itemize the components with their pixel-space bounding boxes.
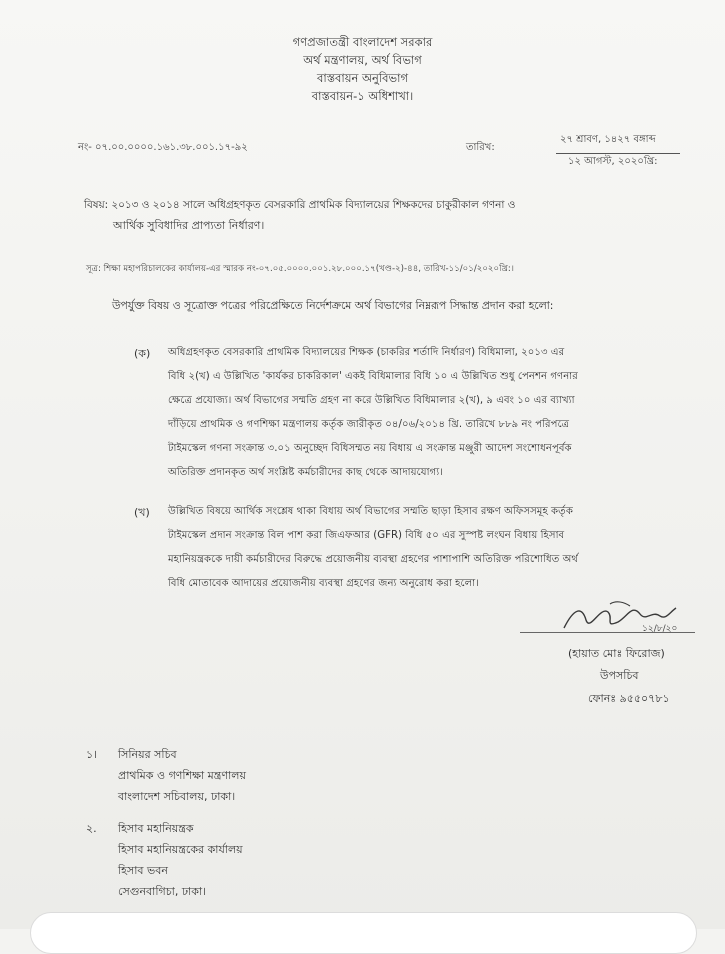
branch-header-line: বাস্তবায়ন-১ অধিশাখা। (311, 89, 414, 103)
signatory-designation: উপসচিব (600, 669, 639, 682)
subject-line-1: বিষয়: ২০১৩ ও ২০১৪ সালে অধিগ্রহণকৃত বেসরকারি প্রাথমিক বিদ্যালয়ের শিক্ষকদের চাকুরীকাল গণনা ও (84, 199, 516, 211)
para-kha-line: টাইমস্কেল প্রদান সংক্রান্ত বিল পাশ করা জিএফআর (GFR) বিধি ৫০ এর সুস্পষ্ট লংঘন বিধায় হিসাব (168, 530, 565, 541)
para-ka-line: দাঁড়িয়ে প্রাথমিক ও গণশিক্ষা মন্ত্রণালয় কর্তৃক জারীকৃত ০৪/০৬/২০১৪ খ্রি. তারিখে ৮৮৯ নং পরিপত্রে (168, 419, 570, 430)
signatory-name: (হায়াত মোঃ ফিরোজ) (568, 647, 665, 660)
intro-paragraph: উপর্যুক্ত বিষয় ও সূত্রোক্ত পত্রের পরিপ্রেক্ষিতে নির্দেশক্রমে অর্থ বিভাগের নিম্নরূপ সিদ্ধান্ত প্রদান করা হলো: (112, 299, 554, 312)
para-ka-line: অধিগ্রহণকৃত বেসরকারি প্রাথমিক বিদ্যালয়ের শিক্ষক (চাকরির শর্তাদি নির্ধারণ) বিধিমালা, ২০১৩ এর (168, 347, 565, 358)
para-kha-line: উল্লিখিত বিষয়ে আর্থিক সংশ্লেষ থাকা বিধায় অর্থ বিভাগের সম্মতি ছাড়া হিসাব রক্ষণ অফিসসমূহ কর্তৃক (168, 506, 573, 517)
govt-header-line: গণপ্রজাতন্ত্রী বাংলাদেশ সরকার (292, 35, 433, 49)
date-bangla: ২৭ শ্রাবণ, ১৪২৭ বঙ্গাব্দ (560, 134, 656, 145)
para-kha-line: বিধি মোতাবেক আদায়ের প্রয়োজনীয় ব্যবস্থা গ্রহণের জন্য অনুরোধ করা হলো। (168, 578, 479, 589)
signatory-phone: ফোনঃ ৯৫৫০৭৮১ (588, 692, 670, 705)
subject-line-2: আর্থিক সুবিধাদির প্রাপ্যতা নির্ধারণ। (113, 219, 265, 232)
recipient-number: ১। (86, 748, 98, 761)
signature-date: ১২/৮/২০ (642, 624, 678, 634)
recipient-line: সিনিয়র সচিব (118, 748, 177, 761)
date-english: ১২ আগস্ট, ২০২০খ্রি: (568, 156, 658, 167)
recipient-line: প্রাথমিক ও গণশিক্ষা মন্ত্রণালয় (118, 769, 246, 782)
bottom-overlay-card (30, 912, 697, 954)
para-ka-line: ক্ষেত্রে প্রযোজ্য। অর্থ বিভাগের সম্মতি গ্রহণ না করে উল্লিখিত বিধিমালার ২(খ), ৯ এবং ১০ এর ব্যাখ্যা (168, 395, 575, 406)
recipient-line: সেগুনবাগিচা, ঢাকা। (118, 885, 207, 898)
date-divider (556, 153, 680, 154)
para-kha-line: মহানিয়ন্ত্রককে দায়ী কর্মচারীদের বিরুদ্ধে প্রয়োজনীয় ব্যবস্থা গ্রহণের পাশাপাশি অতিরিক্ত পরিশোধিত অর্থ (168, 554, 579, 565)
date-label: তারিখ: (466, 142, 495, 153)
ministry-header-line: অর্থ মন্ত্রণালয়, অর্থ বিভাগ (303, 53, 422, 67)
para-ka-label: (ক) (134, 347, 151, 360)
recipient-line: হিসাব মহানিয়ন্ত্রকের কার্যালয় (118, 843, 243, 856)
memo-number: নং- ০৭.০০.০০০০.১৬১.৩৮.০০১.১৭-৯২ (78, 142, 248, 153)
para-ka-line: টাইমস্কেল গণনা সংক্রান্ত ৩.০১ অনুচ্ছেদ বিধিসম্মত নয় বিধায় এ সংক্রান্ত মঞ্জুরী আদেশ সংশোধনপূর্বক (168, 443, 572, 454)
recipient-line: হিসাব মহানিয়ন্ত্রক (118, 822, 194, 835)
para-kha-label: (খ) (134, 506, 150, 519)
para-ka-line: অতিরিক্ত প্রদানকৃত অর্থ সংশ্লিষ্ট কর্মচারীদের কাছ থেকে আদায়যোগ্য। (168, 467, 443, 478)
recipient-number: ২. (86, 822, 97, 835)
para-ka-line: বিধি ২(খ) এ উল্লিখিত 'কার্যকর চাকরিকাল' একই বিধিমালার বিধি ১০ এ উল্লিখিত শুধু পেনশন গণনার (168, 371, 578, 382)
recipient-line: হিসাব ভবন (118, 864, 168, 877)
division-header-line: বাস্তবায়ন অনুবিভাগ (317, 71, 408, 85)
recipient-line: বাংলাদেশ সচিবালয়, ঢাকা। (118, 790, 236, 803)
reference-line: সূত্র: শিক্ষা মহাপরিচালকের কার্যালয়-এর স্মারক নং-০৭.০৫.০০০০.০০১.২৮.০০০.১৭(খণ্ড-২)-৪৪, তারিখ-১১/০১/২০২০খ্রি:। (86, 264, 514, 274)
